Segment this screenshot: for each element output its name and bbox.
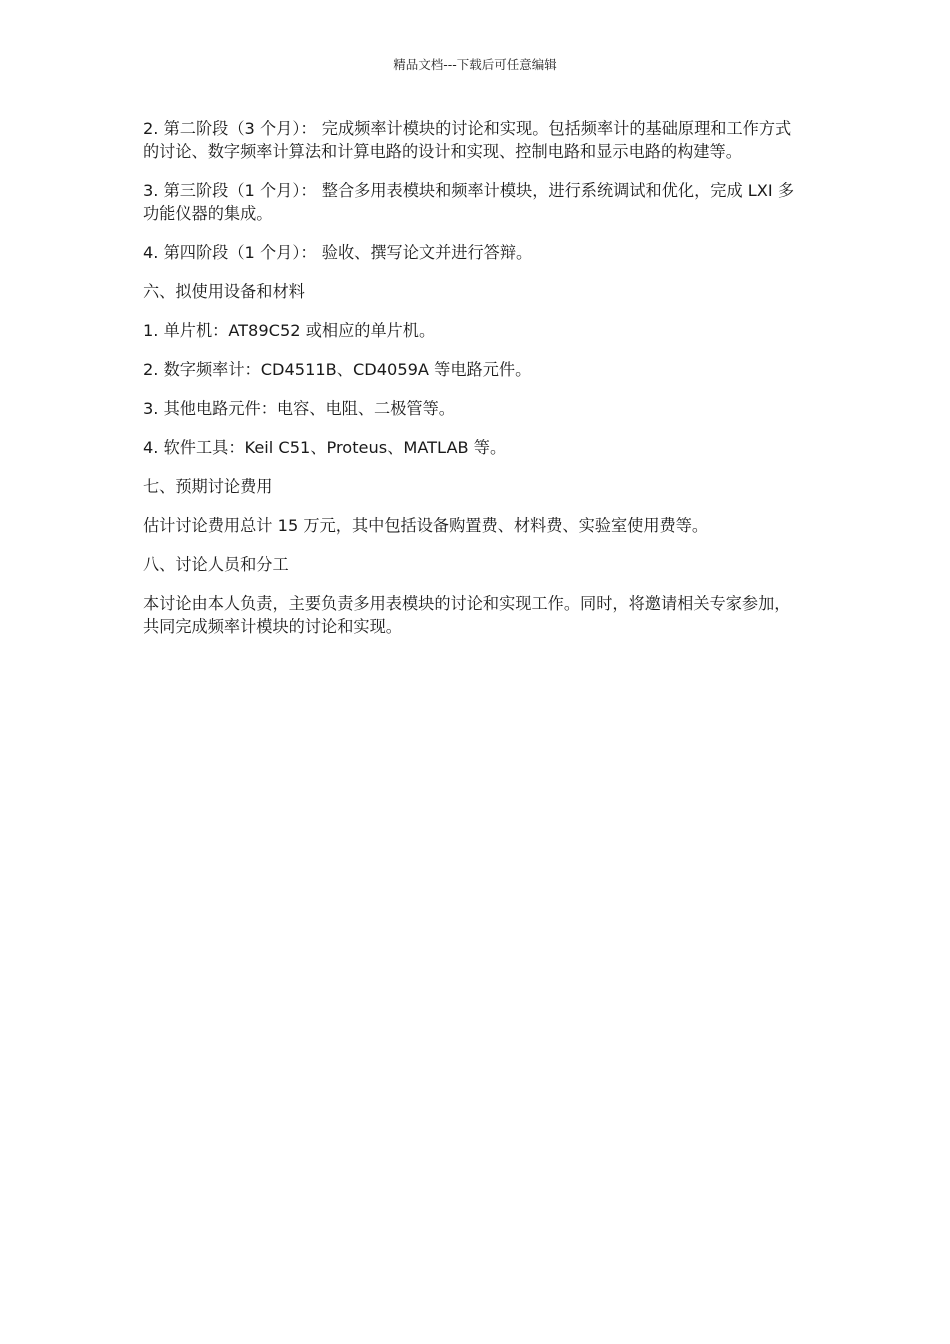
list-item-other-components: 3. 其他电路元件：电容、电阻、二极管等。 xyxy=(143,399,455,418)
list-item-mcu: 1. 单片机：AT89C52 或相应的单片机。 xyxy=(143,321,436,340)
page-header: 精品文档---下载后可任意编辑 xyxy=(393,57,557,72)
section-heading-equipment: 六、拟使用设备和材料 xyxy=(143,282,305,301)
section-heading-budget: 七、预期讨论费用 xyxy=(143,477,273,496)
paragraph-stage-3: 3. 第三阶段（1 个月）： 整合多用表模块和频率计模块，进行系统调试和优化，完成 LXI 多功能仪器的集成。 xyxy=(143,181,795,223)
paragraph-personnel: 本讨论由本人负责，主要负责多用表模块的讨论和实现工作。同时，将邀请相关专家参加，共同完成频率计模块的讨论和实现。 xyxy=(143,594,791,636)
paragraph-stage-2: 2. 第二阶段（3 个月）： 完成频率计模块的讨论和实现。包括频率计的基础原理和工作方式的讨论、数字频率计算法和计算电路的设计和实现、控制电路和显示电路的构建等。 xyxy=(143,119,792,161)
paragraph-stage-4: 4. 第四阶段（1 个月）： 验收、撰写论文并进行答辩。 xyxy=(143,243,533,262)
list-item-software-tools: 4. 软件工具：Keil C51、Proteus、MATLAB 等。 xyxy=(143,438,507,457)
paragraph-budget: 估计讨论费用总计 15 万元，其中包括设备购置费、材料费、实验室使用费等。 xyxy=(143,516,709,535)
document-body xyxy=(143,117,803,654)
list-item-frequency-counter: 2. 数字频率计：CD4511B、CD4059A 等电路元件。 xyxy=(143,360,532,379)
section-heading-personnel: 八、讨论人员和分工 xyxy=(143,555,289,574)
